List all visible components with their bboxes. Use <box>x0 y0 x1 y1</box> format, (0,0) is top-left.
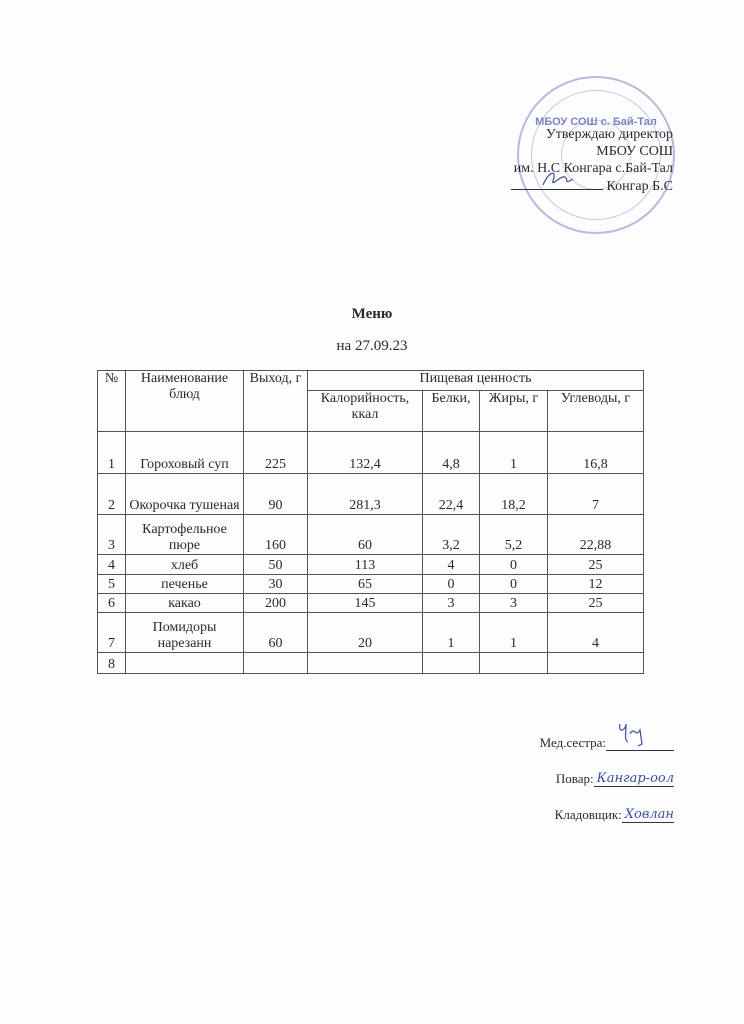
cell-kcal: 60 <box>308 515 423 555</box>
cell-num: 1 <box>98 432 126 474</box>
cell-fat <box>480 653 548 674</box>
storekeeper-signature-row <box>555 806 674 823</box>
cell-protein: 3 <box>423 594 480 613</box>
header-protein: Белки, <box>423 391 480 432</box>
cell-kcal: 113 <box>308 555 423 575</box>
director-signature-icon <box>539 167 579 189</box>
cell-protein: 4,8 <box>423 432 480 474</box>
approval-line-1: Утверждаю директор <box>545 127 673 142</box>
cook-signature-line <box>594 770 674 787</box>
header-name: Наименование блюд <box>126 371 244 432</box>
header-fat: Жиры, г <box>480 391 548 432</box>
nurse-signature-icon <box>616 720 650 748</box>
cell-output: 160 <box>244 515 308 555</box>
cell-kcal: 20 <box>308 613 423 653</box>
cell-protein <box>423 653 480 674</box>
table-row <box>98 575 644 594</box>
cell-num: 2 <box>98 474 126 515</box>
header-num: № <box>98 371 126 432</box>
cell-carbs: 25 <box>548 594 644 613</box>
cell-carbs: 16,8 <box>548 432 644 474</box>
header-carbs: Углеводы, г <box>548 391 644 432</box>
cell-protein: 0 <box>423 575 480 594</box>
approval-block <box>511 126 673 195</box>
table-row <box>98 594 644 613</box>
table-row <box>98 555 644 575</box>
cell-carbs <box>548 653 644 674</box>
header-output: Выход, г <box>244 371 308 432</box>
nurse-label: Мед.сестра: <box>539 735 606 750</box>
cell-name: хлеб <box>126 555 244 575</box>
cell-kcal: 132,4 <box>308 432 423 474</box>
cell-protein: 1 <box>423 613 480 653</box>
stamp-center-text: МБОУ СОШ с. Бай-Тал <box>535 116 657 128</box>
nurse-signature-line <box>606 734 674 751</box>
cell-output: 60 <box>244 613 308 653</box>
cell-name <box>126 653 244 674</box>
director-signature-line <box>511 177 603 190</box>
cook-label: Повар: <box>555 771 594 786</box>
table-row <box>98 515 644 555</box>
nurse-signature-row <box>540 734 674 751</box>
cell-kcal: 145 <box>308 594 423 613</box>
cell-num: 3 <box>98 515 126 555</box>
cell-carbs: 22,88 <box>548 515 644 555</box>
storekeeper-signature-line <box>622 806 674 823</box>
approval-line-2: МБОУ СОШ <box>596 144 673 159</box>
cell-output: 90 <box>244 474 308 515</box>
table-row <box>98 613 644 653</box>
cell-output: 30 <box>244 575 308 594</box>
cell-carbs: 12 <box>548 575 644 594</box>
cell-output: 225 <box>244 432 308 474</box>
page-subtitle-date: на 27.09.23 <box>336 338 408 354</box>
cell-output <box>244 653 308 674</box>
table-row <box>98 432 644 474</box>
cell-name: Гороховый суп <box>126 432 244 474</box>
cell-fat: 1 <box>480 613 548 653</box>
cell-fat: 3 <box>480 594 548 613</box>
cell-num: 7 <box>98 613 126 653</box>
cell-carbs: 25 <box>548 555 644 575</box>
cell-name: Картофельное пюре <box>126 515 244 555</box>
table-row <box>98 474 644 515</box>
cell-output: 200 <box>244 594 308 613</box>
cook-signature-row <box>556 770 674 787</box>
cell-protein: 4 <box>423 555 480 575</box>
cell-protein: 3,2 <box>423 515 480 555</box>
cell-fat: 0 <box>480 555 548 575</box>
cell-kcal: 281,3 <box>308 474 423 515</box>
cell-carbs: 7 <box>548 474 644 515</box>
header-nutrition: Пищевая ценность <box>308 371 644 391</box>
cell-kcal <box>308 653 423 674</box>
cell-num: 6 <box>98 594 126 613</box>
table-row <box>98 653 644 674</box>
cell-name: Помидоры нарезанн <box>126 613 244 653</box>
cell-num: 4 <box>98 555 126 575</box>
cell-name: печенье <box>126 575 244 594</box>
approval-line-4: Конгар Б.С <box>606 179 673 194</box>
header-kcal: Калорийность, ккал <box>308 391 423 432</box>
cell-fat: 5,2 <box>480 515 548 555</box>
cell-kcal: 65 <box>308 575 423 594</box>
cell-name: Окорочка тушеная <box>126 474 244 515</box>
menu-table <box>97 370 644 674</box>
cook-signature: Кангар-оол <box>596 771 674 786</box>
cell-name: какао <box>126 594 244 613</box>
cell-protein: 22,4 <box>423 474 480 515</box>
cell-carbs: 4 <box>548 613 644 653</box>
cell-num: 8 <box>98 653 126 674</box>
page-title: Меню <box>351 306 393 322</box>
cell-output: 50 <box>244 555 308 575</box>
cell-fat: 18,2 <box>480 474 548 515</box>
cell-num: 5 <box>98 575 126 594</box>
cell-fat: 0 <box>480 575 548 594</box>
storekeeper-label: Кладовщик: <box>554 807 622 822</box>
cell-fat: 1 <box>480 432 548 474</box>
storekeeper-signature: Ховлан <box>624 807 674 822</box>
approval-line-3: им. Н.С Конгара с.Бай-Тал <box>513 161 673 176</box>
